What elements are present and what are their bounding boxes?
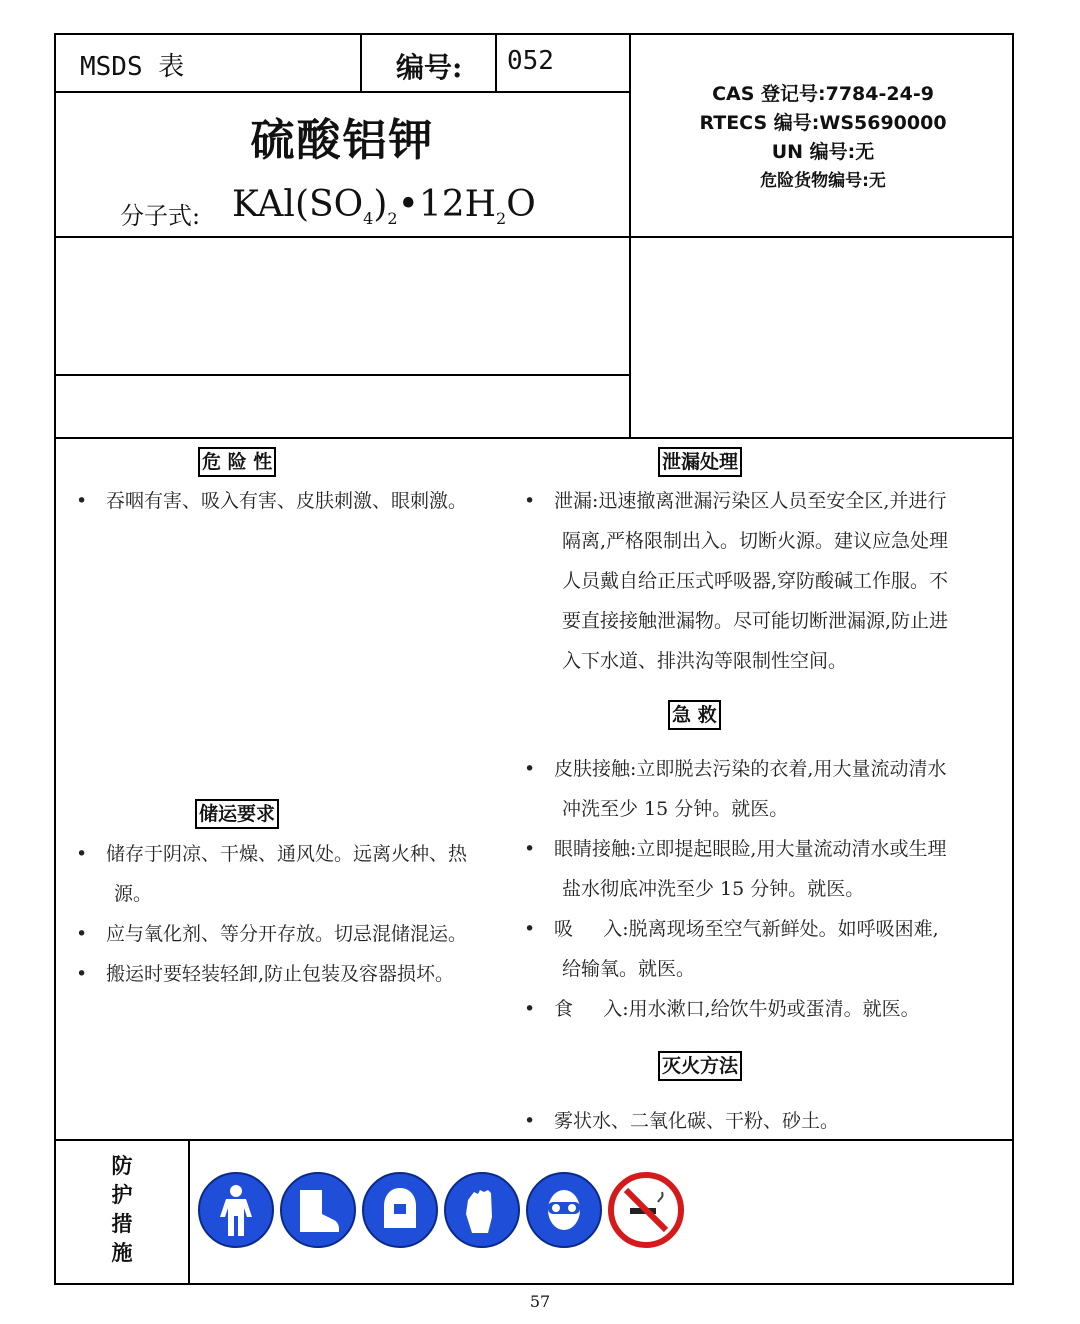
- list-item: • 吞咽有害、吸入有害、皮肤刺激、眼刺激。: [76, 490, 468, 512]
- un-number: UN 编号:无: [771, 141, 875, 163]
- leak-title: 泄漏处理: [658, 447, 742, 477]
- respirator-hood-icon: [362, 1172, 438, 1248]
- rtecs-number: RTECS 编号:WS5690000: [699, 112, 947, 134]
- fire-title: 灭火方法: [658, 1051, 742, 1081]
- msds-label: MSDS 表: [80, 52, 185, 82]
- first-aid-title: 急 救: [668, 700, 721, 730]
- divider: [54, 236, 1014, 238]
- dangerous-goods-number: 危险货物编号:无: [760, 171, 886, 191]
- list-item: • 皮肤接触:立即脱去污染的衣着,用大量流动清水 冲洗至少 15 分钟。就医。: [524, 758, 947, 820]
- storage-title: 储运要求: [195, 799, 279, 829]
- list-item: • 食 入:用水漱口,给饮牛奶或蛋清。就医。: [524, 998, 920, 1020]
- hazard-title: 危 险 性: [198, 447, 276, 477]
- identifiers-block: [632, 80, 1014, 196]
- divider: [54, 374, 630, 376]
- molecular-formula: $KAl(SO_4)_2•12H_2O$: [232, 184, 536, 229]
- no-smoking-icon: [608, 1172, 684, 1248]
- divider: [495, 33, 497, 91]
- divider: [360, 33, 362, 91]
- leak-list: [524, 481, 994, 681]
- storage-list: [76, 834, 496, 994]
- number-label: 编号:: [396, 51, 463, 84]
- page-number: 57: [529, 1292, 551, 1311]
- number-value: 052: [507, 46, 554, 76]
- hazard-list: [76, 481, 496, 521]
- protection-icons: [198, 1172, 684, 1248]
- cas-number: CAS 登记号:7784-24-9: [712, 83, 934, 105]
- divider: [54, 91, 630, 93]
- protective-suit-icon: [198, 1172, 274, 1248]
- list-item: • 吸 入:脱离现场至空气新鲜处。如呼吸困难, 给输氧。就医。: [524, 918, 939, 980]
- list-item: • 应与氧化剂、等分开存放。切忌混储混运。: [76, 923, 468, 945]
- safety-boots-icon: [280, 1172, 356, 1248]
- protection-label: 防 护 措 施: [111, 1154, 133, 1265]
- list-item: • 眼睛接触:立即提起眼睑,用大量流动清水或生理 盐水彻底冲洗至少 15 分钟。就医。: [524, 838, 947, 900]
- first-aid-list: [524, 749, 994, 1029]
- formula-label: 分子式:: [120, 202, 201, 230]
- goggles-mask-icon: [526, 1172, 602, 1248]
- protective-gloves-icon: [444, 1172, 520, 1248]
- fire-list: [524, 1101, 994, 1141]
- list-item: • 雾状水、二氧化碳、干粉、砂土。: [524, 1110, 840, 1132]
- divider: [54, 437, 1014, 439]
- list-item: • 泄漏:迅速撤离泄漏污染区人员至安全区,并进行 隔离,严格限制出入。切断火源。建议应急处理 人员戴自给正压式呼吸器,穿防酸碱工作服。不 要直接接触泄漏物。尽可能切断泄漏源,防止进 入下水道、排洪沟等限制性空间。: [524, 490, 949, 672]
- list-item: • 搬运时要轻装轻卸,防止包装及容器损坏。: [76, 963, 455, 985]
- divider: [188, 1139, 190, 1285]
- list-item: • 储存于阴凉、干燥、通风处。远离火种、热 源。: [76, 843, 468, 905]
- chemical-name: 硫酸铝钾: [250, 115, 435, 166]
